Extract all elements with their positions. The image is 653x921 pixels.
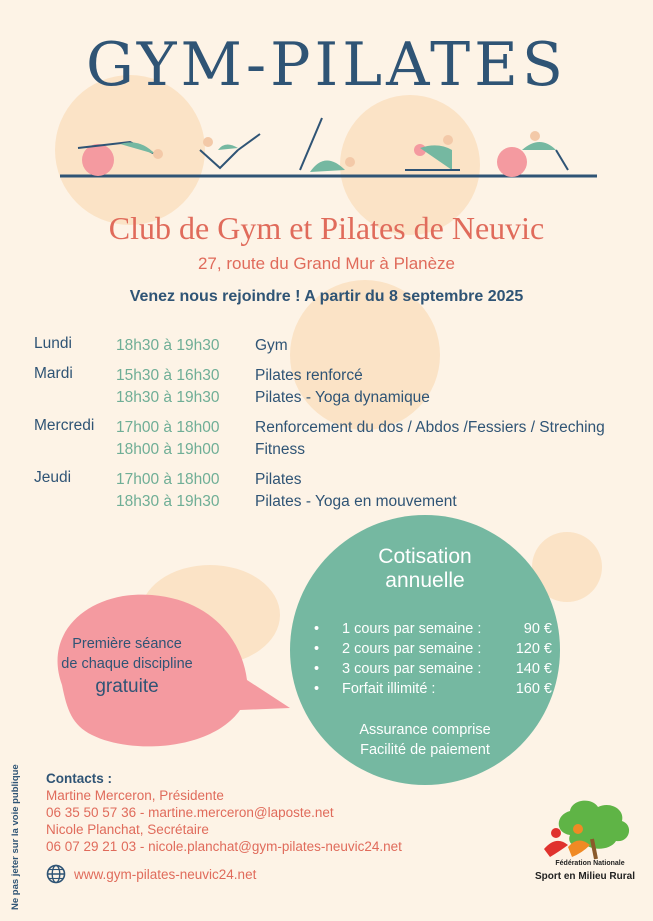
website-row[interactable]	[46, 864, 256, 884]
bubble-highlight: gratuite	[95, 676, 159, 697]
schedule-day	[34, 417, 644, 461]
join-tagline: Venez nous rejoindre ! A partir du 8 septembre 2025	[129, 288, 524, 305]
bullet: •	[314, 621, 320, 637]
pilates-poses-illustration	[60, 110, 597, 182]
fee-label: 2 cours par semaine :	[342, 641, 482, 657]
contact-line: Nicole Planchat, Secrétaire	[46, 822, 209, 837]
slot-activity: Pilates - Yoga dynamique	[255, 389, 430, 406]
fee-list	[314, 619, 554, 699]
fee-label: Forfait illimité :	[342, 681, 436, 697]
slot-activity: Pilates renforcé	[255, 367, 363, 384]
fee-price: 160 €	[515, 681, 552, 697]
slot-time: 18h30 à 19h30	[116, 337, 220, 354]
club-address: 27, route du Grand Mur à Planèze	[197, 254, 456, 273]
fee-item	[314, 619, 554, 639]
cotisation-circle	[290, 515, 560, 785]
slot-time: 15h30 à 16h30	[116, 367, 220, 384]
slot-activity: Pilates - Yoga en mouvement	[255, 493, 457, 510]
contact-line: Martine Merceron, Présidente	[46, 788, 224, 803]
vertical-disposal-note: Ne pas jeter sur la voie publique	[10, 764, 21, 910]
cotisation-note: Assurance comprise	[359, 722, 491, 738]
fee-price: 140 €	[515, 661, 552, 677]
slot-activity: Gym	[255, 337, 288, 354]
cotisation-title	[290, 545, 560, 593]
fee-price: 120 €	[515, 641, 552, 657]
contact-line[interactable]: 06 35 50 57 36 - martine.merceron@laposte.net	[46, 805, 334, 820]
slot-time: 18h30 à 19h30	[116, 493, 220, 510]
day-slots	[116, 335, 644, 357]
bullet: •	[314, 681, 320, 697]
schedule-slot	[116, 469, 644, 491]
day-name: Lundi	[34, 335, 72, 352]
schedule-slot	[116, 417, 644, 439]
website-link[interactable]: www.gym-pilates-neuvic24.net	[74, 866, 257, 882]
day-name: Mardi	[34, 365, 73, 382]
day-slots	[116, 417, 644, 461]
day-name: Mercredi	[34, 417, 95, 434]
schedule-day	[34, 469, 644, 513]
bubble-line: de chaque discipline	[61, 656, 193, 672]
bullet: •	[314, 661, 320, 677]
fee-label: 3 cours par semaine :	[342, 661, 482, 677]
fee-label: 1 cours par semaine :	[342, 621, 482, 637]
contact-line[interactable]: 06 07 29 21 03 - nicole.planchat@gym-pilates-neuvic24.net	[46, 839, 402, 854]
cotisation-title-line: annuelle	[385, 569, 465, 592]
contacts-block	[46, 770, 402, 855]
schedule-slot	[116, 491, 644, 513]
cotisation-note: Facilité de paiement	[360, 742, 490, 758]
schedule-day	[34, 335, 644, 357]
schedule-slot	[116, 439, 644, 461]
slot-time: 18h00 à 19h00	[116, 441, 220, 458]
fee-item	[314, 679, 554, 699]
bullet: •	[314, 641, 320, 657]
weekly-schedule	[34, 335, 644, 521]
fee-price: 90 €	[523, 621, 552, 637]
cotisation-notes	[290, 720, 560, 760]
free-session-text	[52, 634, 202, 700]
federation-name-line2: Sport en Milieu Rural	[534, 871, 635, 882]
slot-activity: Fitness	[255, 441, 305, 458]
cotisation-title-line: Cotisation	[378, 545, 472, 568]
day-slots	[116, 469, 644, 513]
slot-activity: Pilates	[255, 471, 302, 488]
federation-name-line1: Fédération Nationale	[555, 860, 625, 867]
slot-activity: Renforcement du dos / Abdos /Fessiers / Streching	[255, 419, 605, 436]
day-slots	[116, 365, 644, 409]
contacts-heading: Contacts :	[46, 771, 113, 786]
club-name: Club de Gym et Pilates de Neuvic	[108, 210, 545, 246]
fee-item	[314, 659, 554, 679]
schedule-slot	[116, 365, 644, 387]
schedule-day	[34, 365, 644, 409]
schedule-slot	[116, 335, 644, 357]
page-title: GYM-PILATES	[85, 30, 568, 100]
slot-time: 17h00 à 18h00	[116, 471, 220, 488]
day-name: Jeudi	[34, 469, 72, 486]
bubble-line: Première séance	[72, 636, 182, 652]
slot-time: 18h30 à 19h30	[116, 389, 220, 406]
schedule-slot	[116, 387, 644, 409]
fee-item	[314, 639, 554, 659]
globe-icon	[46, 864, 66, 884]
slot-time: 17h00 à 18h00	[116, 419, 220, 436]
